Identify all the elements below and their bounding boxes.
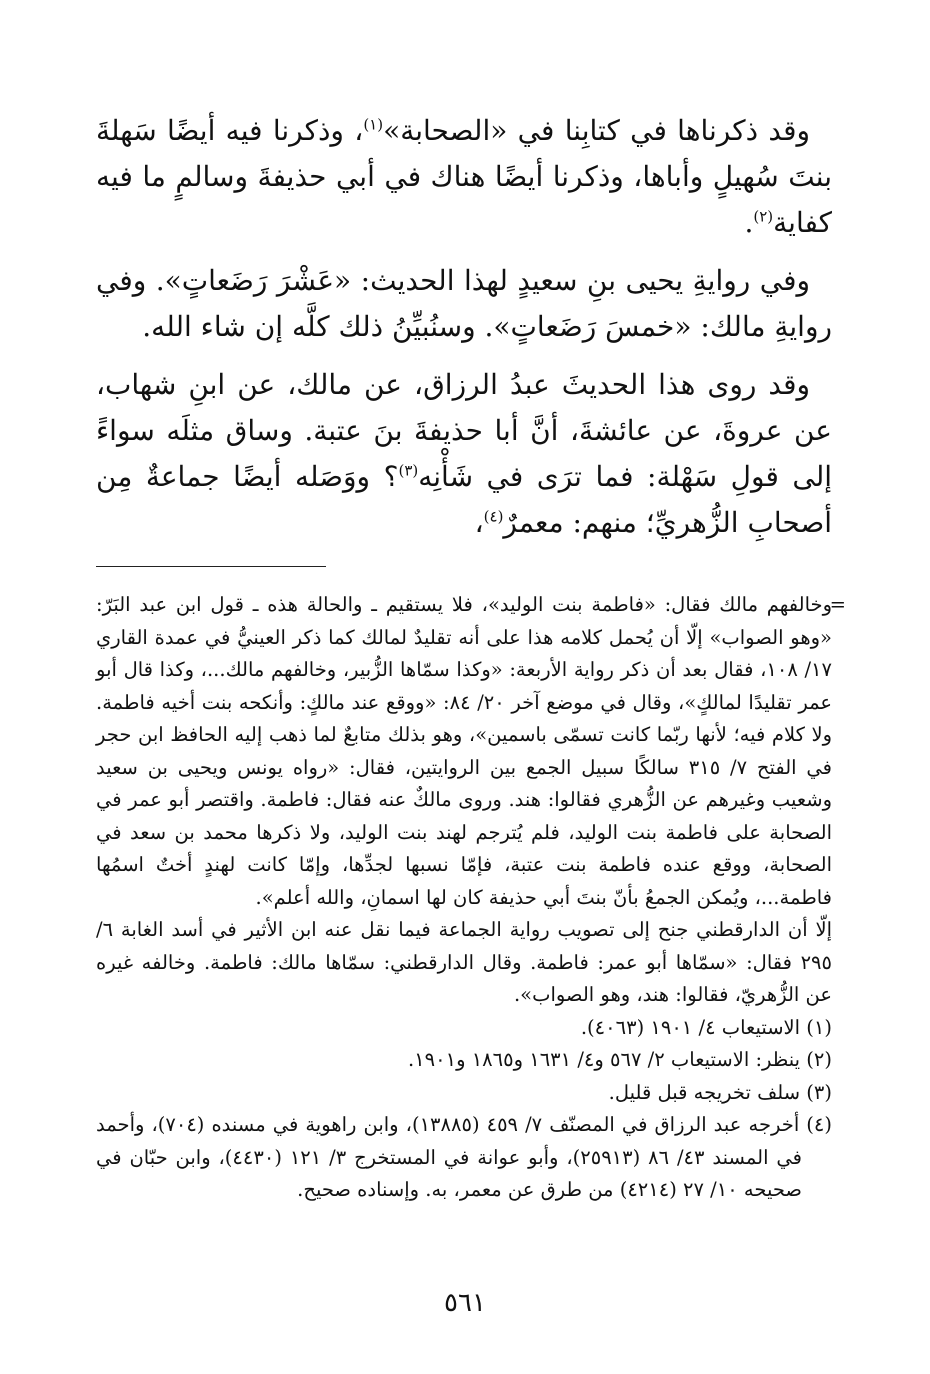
paragraph-3 bbox=[96, 362, 832, 546]
footnote-ref-4[interactable]: (٤) bbox=[483, 507, 504, 526]
paragraph-1-text-c: . bbox=[744, 206, 754, 239]
footnote-4: (٤) أخرجه عبد الرزاق في المصنّف ٧/ ٤٥٩ (١٣٨٨٥)، وابن راهوية في مسنده (٧٠٤)، وأحمد في المسند ٤٣/ ٨٦ (٢٥٩١٣)، وأبو عوانة في المستخرج ٣/ ١٢١ (٤٤٣٠)، وابن حبّان في صحيحه ١٠/ ٢٧ (٤٢١٤) من طرق عن معمر، به. وإسناده صحيح. bbox=[96, 1113, 832, 1201]
paragraph-3-text-b: ؟ ووَصَله أيضًا جماعةٌ مِن أصحابِ الزُّهريِّ؛ منهم: معمرٌ bbox=[96, 460, 832, 539]
footnotes bbox=[96, 589, 846, 1207]
paragraph-2: وفي روايةِ يحيى بنِ سعيدٍ لهذا الحديث: «عَشْرَ رَضَعاتٍ». وفي روايةِ مالك: «خمسَ رَضَعاتٍ». وسنُبيِّنُ ذلك كلَّه إن شاء الله. bbox=[96, 264, 832, 343]
footnote-ref-3[interactable]: (٣) bbox=[398, 461, 419, 480]
footnote-2: (٢) ينظر: الاستيعاب ٢/ ٥٦٧ و٤/ ١٦٣١ و١٨٦٥ و١٩٠١. bbox=[407, 1048, 832, 1071]
paragraph-1-text: وقد ذكرناها في كتابِنا في «الصحابة» bbox=[383, 114, 810, 147]
continuation-mark: = bbox=[829, 593, 846, 616]
footnote-ref-1[interactable]: (١) bbox=[363, 115, 384, 134]
footnote-3: (٣) سلف تخريجه قبل قليل. bbox=[608, 1080, 832, 1104]
footnote-ref-2[interactable]: (٢) bbox=[753, 207, 774, 226]
footnote-continuation bbox=[96, 589, 846, 914]
book-page bbox=[96, 108, 846, 1374]
footnote-1: (١) الاستيعاب ٤/ ١٩٠١ (٤٠٦٣). bbox=[580, 1015, 832, 1039]
footnote-continuation-2: إلّا أن الدارقطني جنح إلى تصويب رواية الجماعة فيما نقل عنه ابن الأثير في أسد الغابة ٦/ ٢٩٥ فقال: «سمّاها أبو عمر: فاطمة. وقال الدارقطني: سمّاها مالك: فاطمة. وخالفه غيره عن الزُّهريّ، فقالوا: هند، وهو الصواب». bbox=[96, 918, 832, 1006]
paragraph-3-text: وقد روى هذا الحديثَ عبدُ الرزاق، عن مالك، عن ابنِ شهاب، عن عروةَ، عن عائشةَ، أنَّ أبا حذيفةَ بنَ عتبة. وساق مثلَه سواءً إلى قولِ سَهْلة: فما ترَى في شَأْنِه bbox=[96, 368, 832, 493]
page-number: ٥٦١ bbox=[444, 1288, 486, 1318]
footnote-continuation-text: وخالفهم مالك فقال: «فاطمة بنت الوليد»، فلا يستقيم ـ والحالة هذه ـ قول ابن عبد البَرّ: «وهو الصواب» إلّا أن يُحمل كلامه هذا على أنه تقليدٌ لمالك كما ذكر العينيُّ في عمدة القاري ١٧/ ١٠٨، فقال بعد أن ذكر رواية الأربعة: «وكذا سمّاها الزُّبير، وخالفهم مالك...، وكذا قال أبو عمر تقليدًا لمالكٍ»، وقال في موضع آخر ٢٠/ ٨٤: «ووقع عند مالكٍ: وأنكحه بنت أخيه فاطمة. ولا كلام فيه؛ لأنها ربّما كانت تسمّى باسمين»، وهو بذلك متابعٌ لما ذهب إليه الحافظ ابن حجر في الفتح ٧/ ٣١٥ سالكًا سبيل الجمع بين الروايتين، فقال: «رواه يونس ويحيى بن سعيد وشعيب وغيرهم عن الزُّهري فقالوا: هند. وروى مالكٌ عنه فقال: فاطمة. واقتصر أبو عمر في الصحابة على فاطمة بنت الوليد، فلم يُترجم لهند بنت الوليد، ولا ذكرها محمد بن سعد في الصحابة، ووقع عنده فاطمة بنت عتبة، فإمّا نسبها لجدِّها، وإمّا كانت لهندٍ أختٌ اسمُها فاطمة...، ويُمكن الجمعُ بأنّ بنتَ أبي حذيفة كان لها اسمانِ، والله أعلم». bbox=[96, 593, 833, 909]
paragraph-1-text-b: ، وذكرنا فيه أيضًا سَهلةَ بنتَ سُهيلٍ وأباها، وذكرنا أيضًا هناك في أبي حذيفةَ وسالمٍ ما فيه كفاية bbox=[96, 114, 832, 239]
footnote-separator bbox=[96, 566, 326, 567]
main-text bbox=[96, 108, 832, 546]
paragraph-1 bbox=[96, 108, 832, 246]
paragraph-3-text-c: ، bbox=[474, 506, 484, 539]
